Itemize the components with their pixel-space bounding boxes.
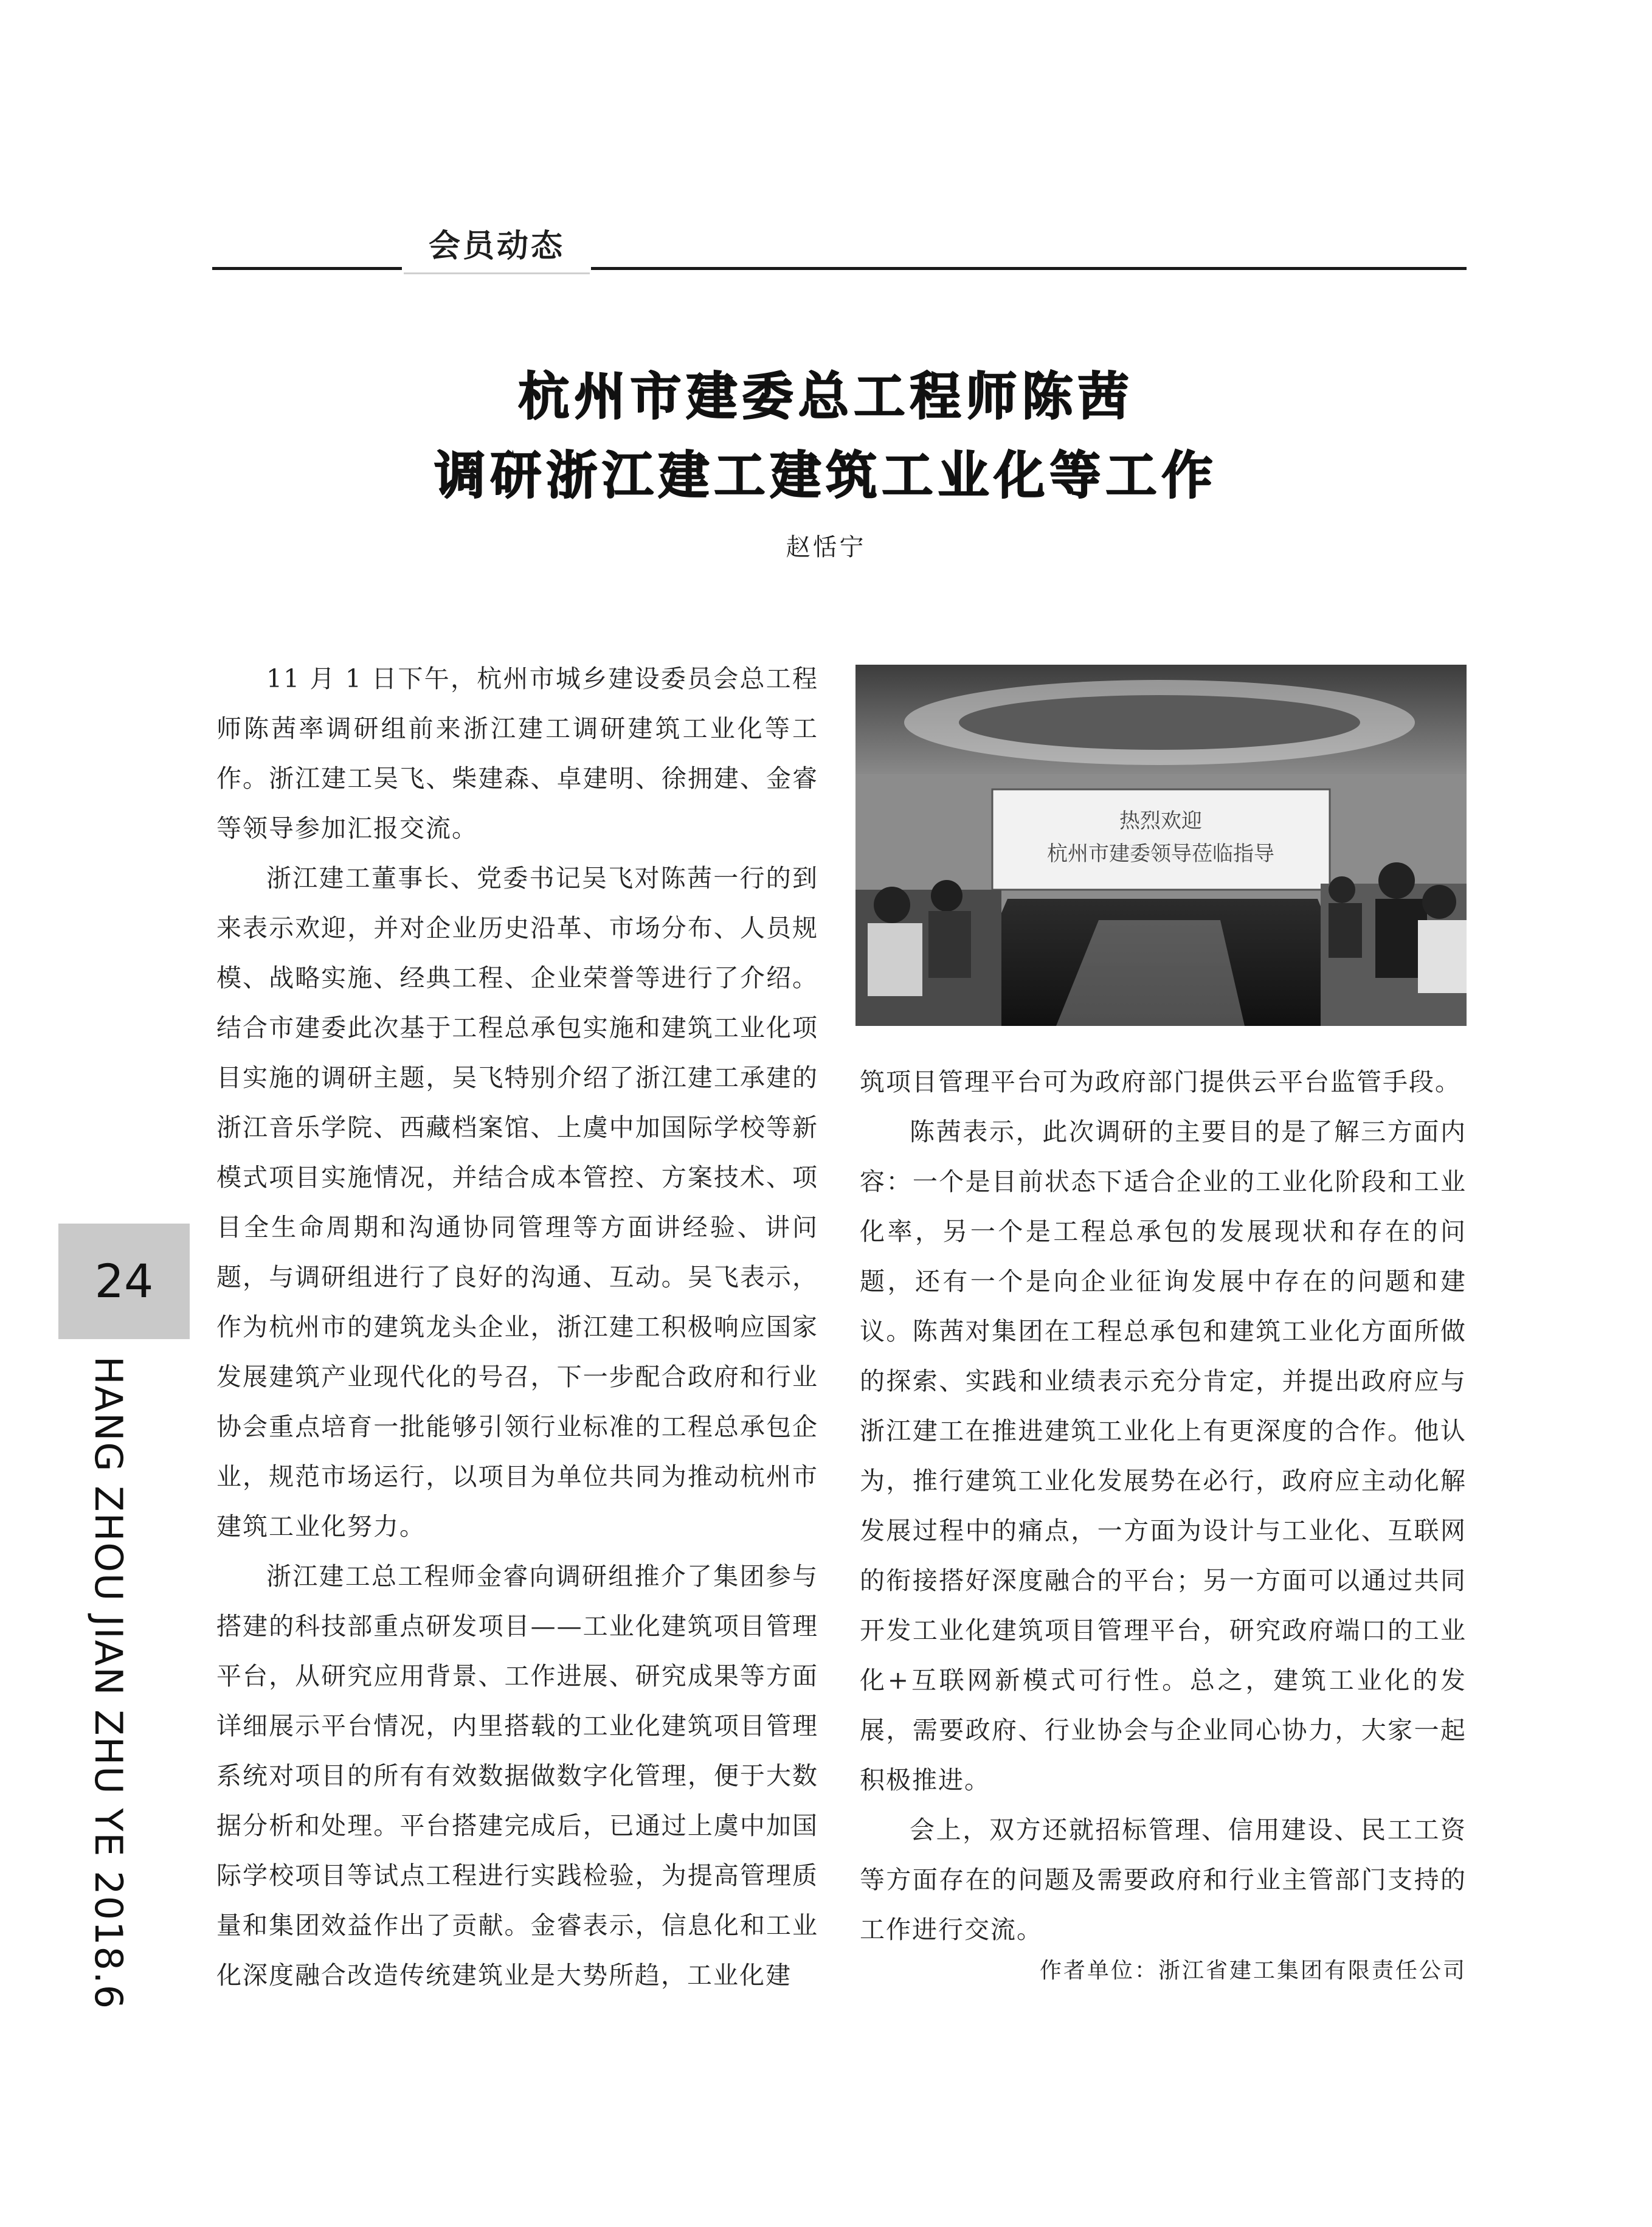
- banner-line-2: 杭州市建委领导莅临指导: [1047, 842, 1274, 866]
- journal-side-label: HANG ZHOU JIAN ZHU YE 2018.6: [86, 1356, 131, 2011]
- article-title-line-1: 杭州市建委总工程师陈茜: [518, 367, 1134, 426]
- author-affiliation: 作者单位：浙江省建工集团有限责任公司: [1039, 1958, 1467, 1983]
- article-title-line-2: 调研浙江建工建筑工业化等工作: [434, 446, 1218, 505]
- section-label: 会员动态: [404, 220, 590, 274]
- banner-line-1: 热烈欢迎: [1119, 809, 1202, 833]
- page-number: 24: [58, 1224, 190, 1339]
- right-column: [860, 1057, 1467, 1955]
- paragraph-continuation: 筑项目管理平台可为政府部门提供云平台监管手段。: [860, 1067, 1461, 1096]
- header-rule-right: [591, 267, 1467, 270]
- meeting-photo: [855, 665, 1467, 1026]
- paragraph: 11 月 1 日下午，杭州市城乡建设委员会总工程师陈茜率调研组前来浙江建工调研建筑工业化等工作。浙江建工吴飞、柴建森、卓建明、徐拥建、金睿等领导参加汇报交流。: [216, 664, 818, 843]
- paragraph: 浙江建工董事长、党委书记吴飞对陈茜一行的到来表示欢迎，并对企业历史沿革、市场分布、人员规模、战略实施、经典工程、企业荣誉等进行了介绍。结合市建委此次基于工程总承包实施和建筑工业化项目实施的调研主题，吴飞特别介绍了浙江建工承建的浙江音乐学院、西藏档案馆、上虞中加国际学校等新模式项目实施情况，并结合成本管控、方案技术、项目全生命周期和沟通协同管理等方面讲经验、讲问题，与调研组进行了良好的沟通、互动。吴飞表示，作为杭州市的建筑龙头企业，浙江建工积极响应国家发展建筑产业现代化的号召，下一步配合政府和行业协会重点培育一批能够引领行业标准的工程总承包企业，规范市场运行，以项目为单位共同为推动杭州市建筑工业化努力。: [216, 864, 818, 1541]
- header-rule-left: [212, 267, 402, 270]
- left-column: [216, 654, 818, 2000]
- paragraph: 浙江建工总工程师金睿向调研组推介了集团参与搭建的科技部重点研发项目——工业化建筑项目管理平台，从研究应用背景、工作进展、研究成果等方面详细展示平台情况，内里搭载的工业化建筑项目管理系统对项目的所有有效数据做数字化管理，便于大数据分析和处理。平台搭建完成后，已通过上虞中加国际学校项目等试点工程进行实践检验，为提高管理质量和集团效益作出了贡献。金睿表示，信息化和工业化深度融合改造传统建筑业是大势所趋，工业化建: [216, 1562, 818, 1990]
- paragraph: 会上，双方还就招标管理、信用建设、民工工资等方面存在的问题及需要政府和行业主管部门支持的工作进行交流。: [860, 1815, 1467, 1944]
- author-name: 赵恬宁: [786, 533, 866, 561]
- paragraph: 陈茜表示，此次调研的主要目的是了解三方面内容：一个是目前状态下适合企业的工业化阶段和工业化率，另一个是工程总承包的发展现状和存在的问题，还有一个是向企业征询发展中存在的问题和建议。陈茜对集团在工程总承包和建筑工业化方面所做的探索、实践和业绩表示充分肯定，并提出政府应与浙江建工在推进建筑工业化上有更深度的合作。他认为，推行建筑工业化发展势在必行，政府应主动化解发展过程中的痛点，一方面为设计与工业化、互联网的衔接搭好深度融合的平台；另一方面可以通过共同开发工业化建筑项目管理平台，研究政府端口的工业化+互联网新模式可行性。总之，建筑工业化的发展，需要政府、行业协会与企业同心协力，大家一起积极推进。: [860, 1117, 1467, 1795]
